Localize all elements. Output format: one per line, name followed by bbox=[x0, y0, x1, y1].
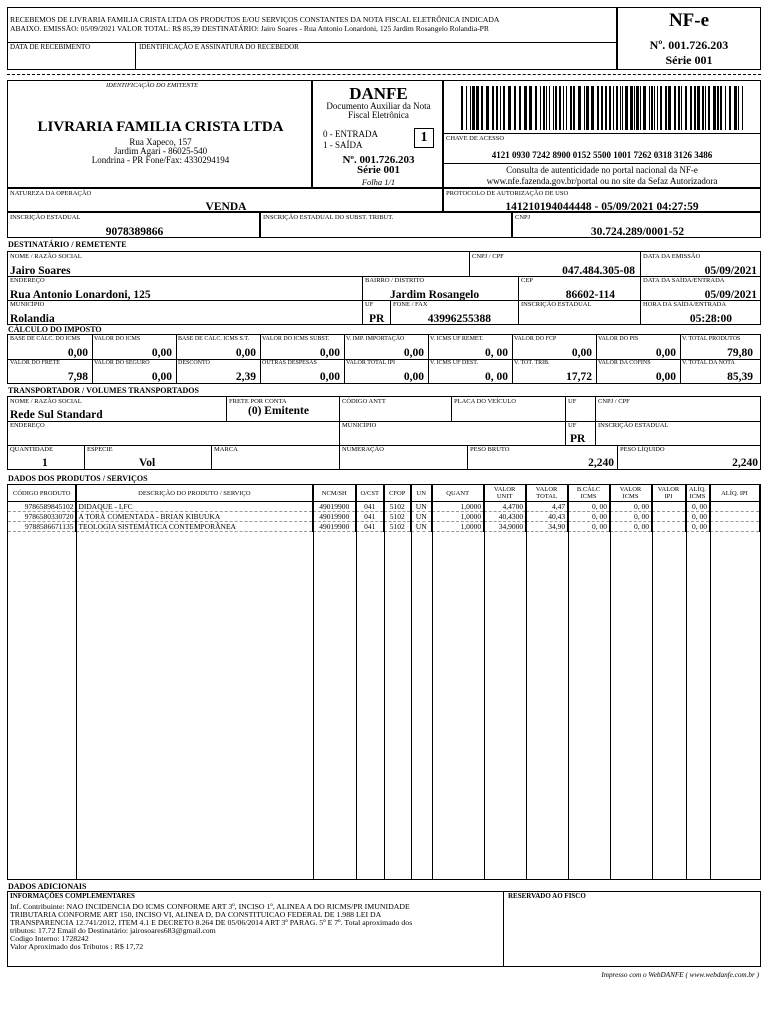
barcode-bar bbox=[685, 86, 687, 130]
canhoto bbox=[7, 7, 617, 70]
danfe-entrada: 0 - ENTRADA bbox=[323, 129, 378, 139]
barcode-bar bbox=[613, 86, 614, 130]
info-line: TRIBUTARIA CONFORME ART 150, INCISO VI, ALINEA D, DA CONSTITUICAO FEDERAL DE 1.988 LEI DA bbox=[10, 910, 382, 919]
canhoto-serie: Série 001 bbox=[665, 53, 713, 67]
transp-mun-label: MUNICÍPIO bbox=[342, 422, 377, 429]
barcode-bar bbox=[519, 86, 521, 130]
produtos-header: CFOP bbox=[384, 485, 411, 502]
produtos-header: O/CST bbox=[356, 485, 384, 502]
dest-emissao: 05/09/2021 bbox=[704, 265, 757, 277]
imposto-label: VALOR DO PIS bbox=[598, 336, 639, 342]
barcode-bar bbox=[609, 86, 611, 130]
imposto-label: OUTRAS DESPESAS bbox=[262, 360, 317, 366]
fisco-label: RESERVADO AO FISCO bbox=[508, 892, 586, 900]
emitente-addr2: Jardim Agari - 86025-540 bbox=[113, 146, 208, 156]
barcode-bar bbox=[486, 86, 489, 130]
imposto-value: 0, 00 bbox=[485, 347, 508, 359]
barcode-bar bbox=[651, 86, 653, 130]
dest-uf-label: UF bbox=[365, 301, 374, 308]
imposto-label: BASE DE CÁLC. ICMS S.T. bbox=[178, 336, 250, 342]
transp-marca-label: MARCA bbox=[214, 446, 238, 453]
dest-nome: Jairo Soares bbox=[10, 265, 71, 277]
produtos-section: DADOS DOS PRODUTOS / SERVIÇOS bbox=[8, 474, 148, 483]
barcode-bar bbox=[570, 86, 572, 130]
cnpj-emit-label: CNPJ bbox=[515, 214, 531, 221]
barcode-bar bbox=[634, 86, 635, 130]
barcode-bar bbox=[678, 86, 680, 130]
table-cell: 0, 00 bbox=[685, 522, 709, 532]
dest-fone-label: FONE / FAX bbox=[393, 301, 428, 308]
table-cell: 49019900 bbox=[313, 512, 356, 522]
table-cell: 041 bbox=[356, 512, 384, 522]
natureza-value: VENDA bbox=[205, 201, 247, 213]
barcode-bar bbox=[514, 86, 516, 130]
transportador-section: TRANSPORTADOR / VOLUMES TRANSPORTADOS bbox=[8, 386, 199, 395]
dest-saida: 05/09/2021 bbox=[704, 289, 757, 301]
footer-text: Impresso com o WebDANFE ( www.webdanfe.com.br ) bbox=[601, 971, 759, 979]
imposto-value: 0,00 bbox=[151, 347, 172, 359]
barcode-bar bbox=[690, 86, 692, 130]
imposto-label: DESCONTO bbox=[178, 360, 210, 366]
table-cell: 9788586671135 bbox=[8, 522, 76, 532]
transp-uf-label: UF bbox=[568, 398, 577, 405]
produtos-box bbox=[7, 484, 761, 880]
info-line: Codigo Interno: 1728242 bbox=[10, 934, 89, 943]
protocolo-value: 141210194044448 - 05/09/2021 04:27:59 bbox=[505, 201, 699, 213]
table-cell: 40,4300 bbox=[484, 512, 526, 522]
barcode-bar bbox=[720, 86, 722, 130]
barcode-bar bbox=[660, 86, 662, 130]
dest-nome-label: NOME / RAZÃO SOCIAL bbox=[10, 253, 82, 260]
dest-cep: 86602-114 bbox=[565, 289, 615, 301]
barcode-bar bbox=[535, 86, 537, 130]
dest-fone: 43996255388 bbox=[427, 313, 491, 325]
table-cell: UN bbox=[411, 512, 432, 522]
barcode-bar bbox=[717, 86, 719, 130]
transp-antt-label: CÓDIGO ANTT bbox=[342, 398, 386, 405]
transp-qtd-label: QUANTIDADE bbox=[10, 446, 53, 453]
imposto-value: 0,00 bbox=[403, 371, 424, 383]
ie-value: 9078389866 bbox=[105, 226, 164, 238]
cnpj-emit-box bbox=[512, 212, 761, 238]
ie-box bbox=[7, 212, 260, 238]
produtos-header: UN bbox=[411, 485, 432, 502]
produtos-header: ALÍQ. ICMS bbox=[685, 485, 709, 502]
barcode-bar bbox=[466, 86, 467, 130]
table-cell: 9786589845102 bbox=[8, 502, 76, 512]
produtos-header: QUANT bbox=[432, 485, 484, 502]
danfe-tipo: 1 bbox=[414, 128, 434, 148]
barcode-bar bbox=[524, 86, 527, 130]
dest-cep-label: CEP bbox=[521, 277, 533, 284]
barcode-bar bbox=[674, 86, 676, 130]
barcode-bar bbox=[725, 86, 726, 130]
protocolo-label: PROTOCOLO DE AUTORIZAÇÃO DE USO bbox=[446, 190, 569, 197]
imposto-label: V. TOTAL PRODUTOS bbox=[682, 336, 741, 342]
barcode-bar bbox=[553, 86, 554, 130]
barcode-bar bbox=[472, 86, 475, 130]
table-cell: 5102 bbox=[384, 502, 411, 512]
table-cell: 0, 00 bbox=[568, 522, 610, 532]
barcode-bar bbox=[742, 86, 743, 130]
barcode-bar bbox=[591, 86, 594, 130]
transp-frete: (0) Emitente bbox=[248, 405, 309, 417]
imposto-label: VALOR DA COFINS bbox=[598, 360, 651, 366]
danfe-serie: Série 001 bbox=[356, 164, 401, 176]
barcode-bar bbox=[668, 86, 671, 130]
transp-uf2-label: UF bbox=[568, 422, 577, 429]
imposto-label: BASE DE CÁLC. DO ICMS bbox=[10, 336, 81, 342]
transp-nome: Rede Sul Standard bbox=[10, 409, 103, 421]
imposto-label: VALOR DO SEGURO bbox=[94, 360, 150, 366]
table-cell bbox=[651, 512, 685, 522]
cut-line bbox=[7, 74, 761, 75]
imposto-label: V. IMP. IMPORTAÇÃO bbox=[346, 336, 405, 342]
imposto-value: 0,00 bbox=[67, 347, 88, 359]
emitente-label: IDENTIFICAÇÃO DO EMITENTE bbox=[106, 82, 199, 89]
table-cell: 4,4700 bbox=[484, 502, 526, 512]
barcode-bar bbox=[665, 86, 667, 130]
table-cell: 0, 00 bbox=[568, 502, 610, 512]
imposto-label: VALOR DO ICMS SUBST. bbox=[262, 336, 330, 342]
danfe-title: DANFE bbox=[349, 84, 408, 103]
barcode-bar bbox=[492, 86, 494, 130]
table-cell: 5102 bbox=[384, 522, 411, 532]
transp-numeracao-label: NUMERAÇÃO bbox=[342, 446, 384, 453]
table-cell: 041 bbox=[356, 522, 384, 532]
canhoto-text-line2: ABAIXO. EMISSÃO: 05/09/2021 VALOR TOTAL: R$ 85,39 DESTINATÁRIO: Jairo Soares - Rua Antonio Lonardoni, 125 Jardim Rosangelo Rolandia-PR bbox=[10, 24, 489, 33]
danfe-numero: Nº. 001.726.203 bbox=[342, 154, 415, 166]
table-cell: 041 bbox=[356, 502, 384, 512]
barcode-bar bbox=[738, 86, 739, 130]
dest-end-label: ENDEREÇO bbox=[10, 277, 45, 284]
info-line: TRANSPARENCIA 12.741/2012, ITEM 4.1 E DECRETO 8.264 DE 05/06/2014 ART 3º PARAG. 5º E 7º. Total aproximado dos bbox=[10, 918, 413, 927]
produtos-header: ALÍQ. IPI bbox=[709, 485, 759, 502]
imposto-value: 79,80 bbox=[727, 347, 753, 359]
natureza-box bbox=[7, 188, 443, 212]
imposto-label: V. ICMS UF REMET. bbox=[430, 336, 484, 342]
dest-mun-label: MUNICÍPIO bbox=[10, 301, 45, 308]
imposto-label: V. TOTAL DA NOTA bbox=[682, 360, 735, 366]
imposto-section: CÁLCULO DO IMPOSTO bbox=[8, 325, 102, 334]
barcode-bar bbox=[681, 86, 682, 130]
table-cell: 9786580330720 bbox=[8, 512, 76, 522]
barcode-bar bbox=[625, 86, 628, 130]
table-cell: UN bbox=[411, 502, 432, 512]
table-cell: 34,90 bbox=[526, 522, 568, 532]
info-text bbox=[10, 903, 412, 951]
barcode-bar bbox=[543, 86, 545, 130]
imposto-label: VALOR TOTAL IPI bbox=[346, 360, 395, 366]
barcode-bar bbox=[555, 86, 557, 130]
imposto-value: 7,98 bbox=[67, 371, 88, 383]
danfe-box bbox=[312, 80, 443, 188]
barcode-bar bbox=[496, 86, 498, 130]
table-cell: 0, 00 bbox=[610, 512, 652, 522]
transp-ie-label: INSCRIÇÃO ESTADUAL bbox=[598, 422, 669, 429]
barcode-bar bbox=[616, 86, 618, 130]
danfe-saida: 1 - SAÍDA bbox=[323, 140, 363, 150]
barcode-bar bbox=[481, 86, 483, 130]
barcode-bar bbox=[620, 86, 621, 130]
barcode-bar bbox=[694, 86, 696, 130]
table-cell: 1,0000 bbox=[432, 512, 484, 522]
emitente-name: LIVRARIA FAMILIA CRISTA LTDA bbox=[37, 119, 284, 135]
imposto-value: 17,72 bbox=[566, 371, 592, 383]
canhoto-nfe-box bbox=[617, 7, 761, 70]
table-cell: 0, 00 bbox=[610, 502, 652, 512]
barcode-bar bbox=[657, 86, 658, 130]
imposto-value: 0,00 bbox=[571, 347, 592, 359]
imposto-value: 0, 00 bbox=[485, 371, 508, 383]
info-line: tributos: 17.72 Email do Destinatário: jairosoares683@gmail.com bbox=[10, 926, 216, 935]
barcode-bar bbox=[503, 86, 505, 130]
adicionais-section: DADOS ADICIONAIS bbox=[8, 882, 87, 891]
table-cell: TEOLOGIA SISTEMÁTICA CONTEMPORÂNEA bbox=[76, 522, 313, 532]
barcode-bar bbox=[729, 86, 731, 130]
nfe-label: NF-e bbox=[668, 10, 710, 31]
barcode-bar bbox=[559, 86, 561, 130]
transp-especie-label: ESPECIE bbox=[87, 446, 113, 453]
chave-value: 4121 0930 7242 8900 0152 5500 1001 7262 0318 3126 3486 bbox=[491, 150, 713, 160]
dest-cpf: 047.484.305-08 bbox=[562, 265, 635, 277]
barcode-bar bbox=[508, 86, 511, 130]
imposto-label: V. TOT. TRIB. bbox=[514, 360, 550, 366]
barcode-bar bbox=[573, 86, 575, 130]
danfe-sub1: Documento Auxiliar da Nota bbox=[326, 101, 431, 111]
table-cell: 5102 bbox=[384, 512, 411, 522]
table-cell: 1,0000 bbox=[432, 502, 484, 512]
chave-box bbox=[443, 80, 761, 188]
emitente-addr3: Londrina - PR Fone/Fax: 4330294194 bbox=[91, 155, 230, 165]
transp-frete-label: FRETE POR CONTA bbox=[229, 398, 287, 405]
table-cell: 0, 00 bbox=[685, 502, 709, 512]
barcode-bar bbox=[601, 86, 603, 130]
date-receipt-label: DATA DE RECEBIMENTO bbox=[10, 43, 91, 51]
barcode-bar bbox=[584, 86, 585, 130]
canhoto-text-line1: RECEBEMOS DE LIVRARIA FAMILIA CRISTA LTDA OS PRODUTOS E/OU SERVIÇOS CONSTANTES DA NOTA FISCAL ELETRÔNICA INDICADA bbox=[10, 15, 500, 24]
barcode-bar bbox=[643, 86, 646, 130]
barcode-bar bbox=[500, 86, 501, 130]
table-cell: 0, 00 bbox=[568, 512, 610, 522]
barcode-bar bbox=[713, 86, 716, 130]
dest-bairro: Jardim Rosangelo bbox=[390, 289, 480, 301]
barcode-bar bbox=[702, 86, 704, 130]
produtos-header: B.CÁLC ICMS bbox=[568, 485, 610, 502]
barcode-bar bbox=[622, 86, 623, 130]
barcode-bar bbox=[640, 86, 641, 130]
dest-municipio: Rolandia bbox=[10, 313, 55, 325]
transp-pbruto: 2,240 bbox=[588, 457, 614, 469]
table-cell: 0, 00 bbox=[685, 512, 709, 522]
barcode-bar bbox=[549, 86, 550, 130]
barcode-bar bbox=[708, 86, 710, 130]
barcode-bar bbox=[697, 86, 700, 130]
barcode-bar bbox=[705, 86, 706, 130]
iest-box bbox=[260, 212, 512, 238]
imposto-value: 0,00 bbox=[655, 347, 676, 359]
emitente-addr1: Rua Xapeco, 157 bbox=[129, 137, 192, 147]
barcode-bar bbox=[476, 86, 479, 130]
info-line: Inf. Contribuinte: NAO INCIDENCIA DO ICMS CONFORME ART 3º, INCISO 1º, ALINEA A DO RICMS/PR IMUNIDADE bbox=[10, 902, 410, 911]
table-cell: 49019900 bbox=[313, 522, 356, 532]
transp-placa-label: PLACA DO VEÍCULO bbox=[454, 398, 516, 405]
barcode-bar bbox=[461, 86, 463, 130]
consulta-line2: www.nfe.fazenda.gov.br/portal ou no site da Sefaz Autorizadora bbox=[486, 176, 718, 186]
imposto-value: 85,39 bbox=[727, 371, 753, 383]
transp-cnpj-label: CNPJ / CPF bbox=[598, 398, 630, 405]
transp-especie: Vol bbox=[139, 457, 156, 469]
barcode-bar bbox=[586, 86, 589, 130]
table-cell bbox=[709, 522, 759, 532]
barcode-bar bbox=[470, 86, 471, 130]
barcode-bar bbox=[654, 86, 655, 130]
canhoto-text bbox=[10, 15, 499, 33]
imposto-value: 0,00 bbox=[319, 347, 340, 359]
barcode-bar bbox=[540, 86, 541, 130]
transp-end-label: ENDEREÇO bbox=[10, 422, 45, 429]
barcode-bar bbox=[636, 86, 639, 130]
destinatario-box bbox=[7, 251, 761, 325]
transp-uf2: PR bbox=[570, 433, 586, 445]
produtos-header: VALOR ICMS bbox=[610, 485, 652, 502]
table-cell: 40,43 bbox=[526, 512, 568, 522]
imposto-value: 0,00 bbox=[235, 347, 256, 359]
dest-hora: 05:28:00 bbox=[689, 313, 732, 325]
table-cell bbox=[709, 512, 759, 522]
barcode-bar bbox=[605, 86, 607, 130]
ie-label: INSCRIÇÃO ESTADUAL bbox=[10, 214, 81, 221]
table-cell: DIDAQUE - LFC bbox=[76, 502, 313, 512]
emitente-box bbox=[7, 80, 312, 188]
dest-ie-label: INSCRIÇÃO ESTADUAL bbox=[521, 301, 592, 308]
barcode-bar bbox=[630, 86, 633, 130]
imposto-value: 0,00 bbox=[655, 371, 676, 383]
barcode bbox=[461, 86, 743, 130]
adicionais-box bbox=[7, 891, 761, 967]
info-line: Valor Aproximado dos Tributos : R$ 17,72 bbox=[10, 942, 144, 951]
imposto-value: 0,00 bbox=[319, 371, 340, 383]
protocolo-box bbox=[443, 188, 761, 212]
dest-uf: PR bbox=[369, 313, 385, 325]
imposto-value: 2,39 bbox=[235, 371, 256, 383]
dest-cpf-label: CNPJ / CPF bbox=[472, 253, 504, 260]
natureza-label: NATUREZA DA OPERAÇÃO bbox=[10, 190, 92, 197]
imposto-value: 0,00 bbox=[151, 371, 172, 383]
dest-emissao-label: DATA DA EMISSÃO bbox=[643, 253, 701, 260]
barcode-bar bbox=[566, 86, 567, 130]
transp-pliq-label: PESO LÍQUIDO bbox=[620, 446, 665, 453]
barcode-bar bbox=[597, 86, 599, 130]
dest-bairro-label: BAIRRO / DISTRITO bbox=[365, 277, 425, 284]
barcode-bar bbox=[529, 86, 532, 130]
cnpj-emit-value: 30.724.289/0001-52 bbox=[590, 226, 685, 238]
dest-endereco: Rua Antonio Lonardoni, 125 bbox=[10, 289, 151, 301]
table-cell bbox=[651, 522, 685, 532]
transp-pbruto-label: PESO BRUTO bbox=[470, 446, 510, 453]
info-label: INFORMAÇÕES COMPLEMENTARES bbox=[10, 892, 135, 900]
barcode-bar bbox=[563, 86, 564, 130]
table-cell: 0, 00 bbox=[610, 522, 652, 532]
table-cell bbox=[709, 502, 759, 512]
produtos-header: NCM/SH bbox=[313, 485, 356, 502]
barcode-bar bbox=[546, 86, 547, 130]
destinatario-section: DESTINATÁRIO / REMETENTE bbox=[8, 240, 127, 249]
transp-nome-label: NOME / RAZÃO SOCIAL bbox=[10, 398, 82, 405]
produtos-header: VALOR IPI bbox=[651, 485, 685, 502]
table-cell bbox=[651, 502, 685, 512]
danfe-folha: Folha 1/1 bbox=[361, 177, 396, 187]
imposto-label: V. ICMS UF DEST. bbox=[430, 360, 478, 366]
table-cell: 49019900 bbox=[313, 502, 356, 512]
produtos-header: VALOR TOTAL bbox=[526, 485, 568, 502]
canhoto-numero: Nº. 001.726.203 bbox=[649, 38, 729, 52]
imposto-value: 0,00 bbox=[403, 347, 424, 359]
barcode-bar bbox=[734, 86, 737, 130]
chave-label: CHAVE DE ACESSO bbox=[446, 135, 505, 142]
transportador-box bbox=[7, 396, 761, 470]
table-cell: UN bbox=[411, 522, 432, 532]
dest-hora-label: HORA DA SAÍDA/ENTRADA bbox=[643, 301, 727, 308]
produtos-header: VALOR UNIT bbox=[484, 485, 526, 502]
receiver-signature-label: IDENTIFICAÇÃO E ASSINATURA DO RECEBEDOR bbox=[139, 43, 299, 51]
iest-label: INSCRIÇÃO ESTADUAL DO SUBST. TRIBUT. bbox=[263, 214, 394, 221]
table-cell: A TORÁ COMENTADA - BRIAN KIBUUKA bbox=[76, 512, 313, 522]
table-cell: 4,47 bbox=[526, 502, 568, 512]
imposto-label: VALOR DO FCP bbox=[514, 336, 557, 342]
transp-qtd: 1 bbox=[42, 457, 48, 469]
barcode-bar bbox=[578, 86, 581, 130]
produtos-header: CÓDIGO PRODUTO bbox=[8, 485, 76, 502]
table-cell: 34,9000 bbox=[484, 522, 526, 532]
consulta-line1: Consulta de autenticidade no portal nacional da NF-e bbox=[506, 165, 698, 175]
produtos-header: DESCRIÇÃO DO PRODUTO / SERVIÇO bbox=[76, 485, 313, 502]
dest-saida-label: DATA DA SAÍDA/ENTRADA bbox=[643, 277, 725, 284]
danfe-sub2: Fiscal Eletrônica bbox=[348, 110, 409, 120]
imposto-label: VALOR DO ICMS bbox=[94, 336, 141, 342]
imposto-box bbox=[7, 334, 761, 384]
barcode-bar bbox=[649, 86, 650, 130]
imposto-label: VALOR DO FRETE bbox=[10, 360, 60, 366]
table-cell: 1,0000 bbox=[432, 522, 484, 532]
transp-pliq: 2,240 bbox=[732, 457, 758, 469]
